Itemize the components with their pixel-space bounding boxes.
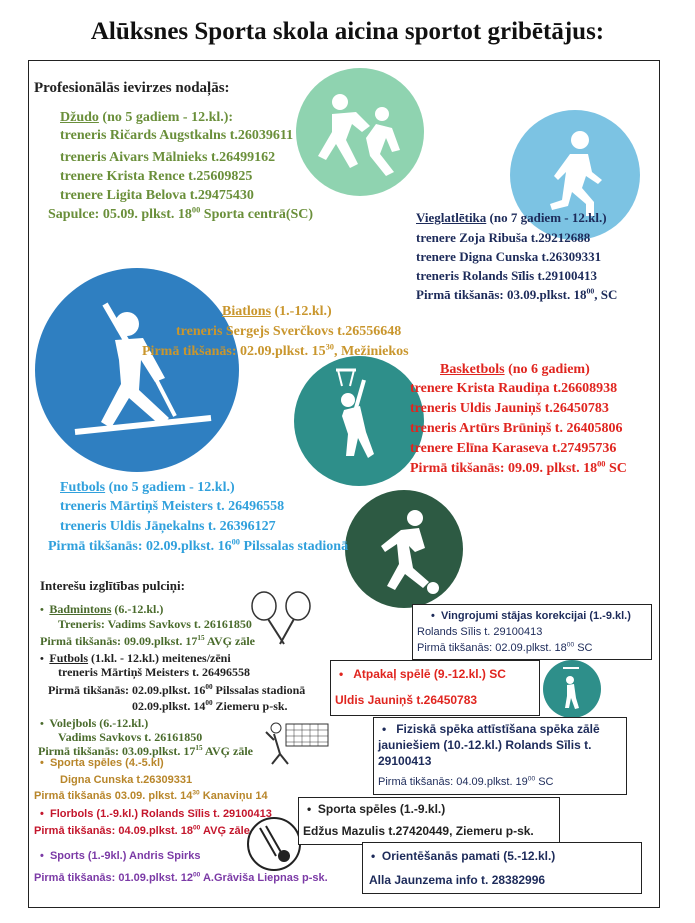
box-strength [373,717,627,795]
floorball-icon [246,816,302,872]
athletics-coach-1: trenere Zoja Ribuša t.29212688 [416,230,591,245]
basketball-icon [294,356,424,486]
volleyball-meeting: Pirmā tikšanās: 03.09.plkst. $17^{15}$ AVĢ zāle [38,744,253,758]
biathlon-title: Biatlons (1.-12.kl.) [222,304,332,319]
judo-coach-2: treneris Aivars Mālnieks t.26499162 [60,150,276,165]
athletics-title: Vieglatlētika (no 7 gadiem - 12.kl.) [416,210,607,225]
basketball-coach-1: trenere Krista Raudiņa t.26608938 [410,381,618,396]
football-coach-1: treneris Mārtiņš Meisters t. 26496558 [60,499,285,514]
professional-heading: Profesionālās ievirzes nodaļās: [34,80,230,96]
sports-spirks-title: • Sports (1.-9kl.) Andris Spirks [40,850,201,862]
box-back-in-game [330,660,540,716]
football2-coach: treneris Mārtiņš Meisters t. 26496558 [58,665,251,679]
games-small-meeting: Pirmā tikšanās 03.09. plkst. $14^{30}$ Kanaviņu 14 [34,789,268,802]
box-posture-meeting: Pirmā tikšanās: 02.09.plkst. $18^{00}$ SC [417,641,593,654]
box-strength-line3: 29100413 [378,754,432,768]
badminton-coach: Treneris: Vadims Savkovs t. 26161850 [58,617,252,631]
football-title: Futbols (no 5 gadiem - 12.kl.) [60,480,235,495]
gymnastics-icon [543,660,601,718]
athletics-coach-2: trenere Digna Cunska t.26309331 [416,249,602,264]
football-player-icon [345,490,463,608]
box-sports-games [298,797,560,845]
box-back-title: • Atpakaļ spēlē (9.-12.kl.) SC [339,667,506,681]
box-back-coach: Uldis Jauniņš t.26450783 [335,693,478,707]
basketball-coach-3: treneris Artūrs Brūniņš t. 26405806 [410,421,623,436]
judo-coach-4: trenere Ligita Belova t.29475430 [60,188,254,203]
judo-coach-1: treneris Ričards Augstkalns t.26039611 [60,128,294,143]
football2-title: • Futbols (1.kl. - 12.kl.) meitenes/zēni [40,651,231,665]
biathlon-meeting: Pirmā tikšanās: 02.09.plkst. $15^{30}$, Mežiniekos [142,342,409,359]
page-title: Alūksnes Sporta skola aicina sportot gribētājus: [90,18,605,45]
basketball-meeting: Pirmā tikšanās: 09.09. plkst. $18^{00}$ SC [410,459,627,476]
box-orient-info: Alla Jaunzema info t. 28382996 [369,873,546,887]
box-posture-title: • Vingrojumi stājas korekcijai (1.-9.kl.) [431,610,631,622]
box-games-title: • Sporta spēles (1.-9.kl.) [307,802,446,816]
football2-meeting-1: Pirmā tikšanās: 02.09.plkst. $16^{00}$ Pilssalas stadionā [48,683,306,697]
basketball-coach-2: treneris Uldis Jauniņš t.26450783 [410,401,609,416]
judo-meeting: Sapulce: 05.09. plkst. $18^{00}$ Sporta centrā(SC) [48,205,314,222]
judo-icon [296,68,424,196]
football-meeting: Pirmā tikšanās: 02.09.plkst. $16^{00}$ Pilssalas stadionā [48,537,349,554]
games-small-title: • Sporta spēles (4.-5.kl) [40,757,164,769]
volleyball-coach: Vadims Savkovs t. 26161850 [58,730,203,744]
basketball-title: Basketbols (no 6 gadiem) [440,362,590,377]
box-posture-coach: Rolands Sīlis t. 29100413 [417,626,543,638]
badminton-title: • Badmintons (6.-12.kl.) [40,602,164,616]
football2-meeting-2: 02.09.plkst. $14^{00}$ Ziemeru p-sk. [132,699,288,713]
biathlon-skier-icon [35,268,240,473]
athletics-meeting: Pirmā tikšanās: 03.09.plkst. $18^{00}$, SC [416,286,618,302]
volleyball-title: • Volejbols (6.-12.kl.) [40,716,149,730]
judo-title: Džudo (no 5 gadiem - 12.kl.): [60,110,234,125]
box-strength-line1: • Fiziskā spēka attīstīšana spēka zālē [382,722,600,736]
box-strength-meeting: Pirmā tikšanās: 04.09.plkst. $19^{00}$ SC [378,775,554,788]
games-small-coach: Digna Cunska t.26309331 [60,774,193,786]
box-games-coach: Edžus Mazulis t.27420449, Ziemeru p-sk. [303,824,534,838]
box-strength-line2: jauniešiem (10.-12.kl.) Rolands Sīlis t. [378,738,592,752]
box-posture [412,604,652,660]
badminton-meeting: Pirmā tikšanās: 09.09.plkst. $17^{15}$ AVĢ zāle [40,634,255,648]
box-orienteering [362,842,642,894]
volleyball-icon [264,718,330,766]
sports-spirks-meeting: Pirmā tikšanās: 01.09.plkst. $12^{00}$ A.Grāviša Liepnas p-sk. [34,871,328,884]
judo-coach-3: trenere Krista Rence t.25609825 [60,169,253,184]
football-coach-2: treneris Uldis Jāņekalns t. 26396127 [60,519,276,534]
interest-heading: Interešu izglītības pulciņi: [40,578,185,593]
basketball-coach-4: trenere Elīna Karaseva t.27495736 [410,441,617,456]
floorball-title: • Florbols (1.-9.kl.) Rolands Sīlis t. 29100413 [40,808,272,820]
athletics-coach-3: treneris Rolands Sīlis t.29100413 [416,268,598,283]
box-orient-title: • Orientēšanās pamati (5.-12.kl.) [371,849,556,863]
floorball-meeting: Pirmā tikšanās: 04.09.plkst. $18^{00}$ AVĢ zāle [34,824,250,837]
biathlon-coach: treneris Sergejs Sverčkovs t.26556648 [176,324,402,339]
